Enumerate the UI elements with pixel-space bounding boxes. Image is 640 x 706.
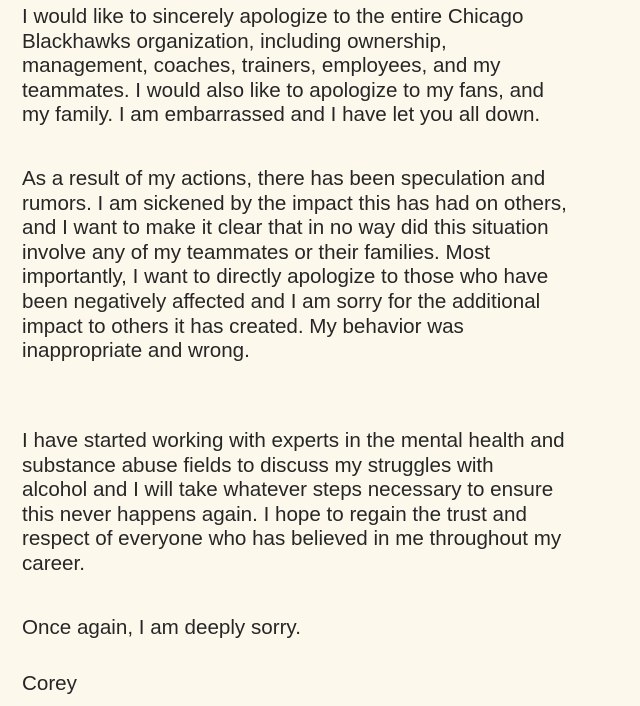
text-line: impact to others it has created. My behavior was: [22, 314, 464, 338]
paragraph-closing: [22, 616, 301, 641]
text-line: career.: [22, 551, 85, 575]
text-line: alcohol and I will take whatever steps necessary to ensure: [22, 478, 554, 502]
paragraph-recovery: [22, 429, 565, 577]
text-line: rumors. I am sickened by the impact this has had on others,: [22, 191, 567, 215]
signature-name: Corey: [22, 672, 77, 695]
text-line: respect of everyone who has believed in me throughout my: [22, 527, 562, 551]
text-line: Once again, I am deeply sorry.: [22, 616, 301, 639]
text-line: Blackhawks organization, including ownership,: [22, 29, 447, 53]
paragraph-apology: [22, 5, 544, 128]
text-line: involve any of my teammates or their families. Most: [22, 240, 491, 264]
text-line: I would like to sincerely apologize to the entire Chicago: [22, 5, 524, 28]
signature: [22, 672, 77, 697]
text-line: management, coaches, trainers, employees, and my: [22, 54, 501, 78]
text-line: been negatively affected and I am sorry for the additional: [22, 289, 541, 313]
text-line: my family. I am embarrassed and I have let you all down.: [22, 103, 541, 127]
text-line: As a result of my actions, there has been speculation and: [22, 167, 546, 190]
text-line: importantly, I want to directly apologize to those who have: [22, 265, 549, 289]
paragraph-consequences: [22, 167, 567, 364]
text-line: inappropriate and wrong.: [22, 339, 250, 363]
text-line: this never happens again. I hope to regain the trust and: [22, 502, 527, 526]
text-line: substance abuse fields to discuss my struggles with: [22, 453, 494, 477]
text-line: I have started working with experts in the mental health and: [22, 429, 565, 452]
text-line: teammates. I would also like to apologize to my fans, and: [22, 78, 544, 102]
text-line: and I want to make it clear that in no way did this situation: [22, 216, 549, 240]
